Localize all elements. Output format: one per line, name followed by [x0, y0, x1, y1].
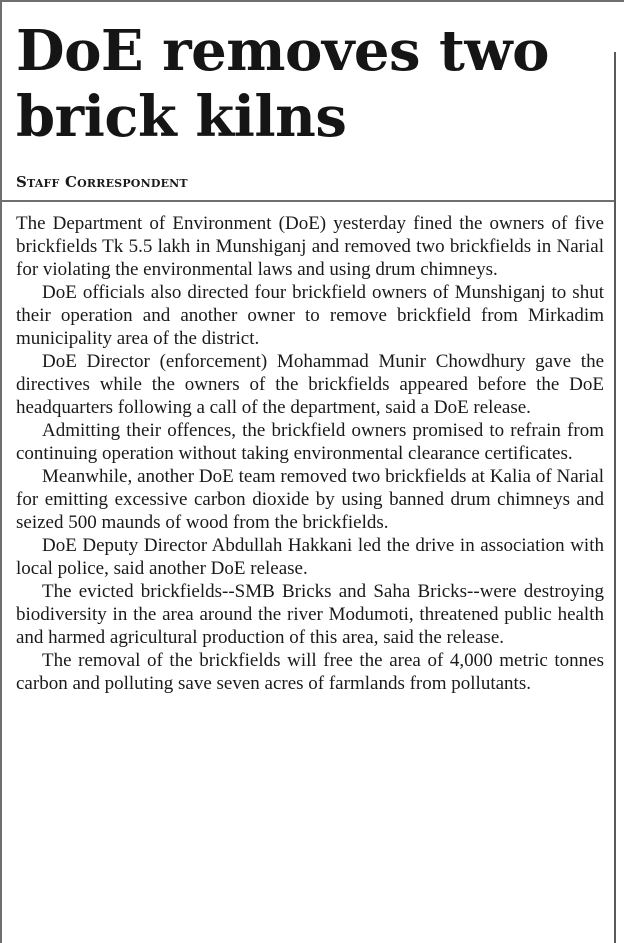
paragraph-2: DoE officials also directed four brickfield owners of Munshiganj to shut their operation and another owner to remove brickfield from Mirkadim municipality area of the district. [16, 282, 604, 349]
paragraph-7: The evicted brickfields--SMB Bricks and Saha Bricks--were destroying biodiversity in the area around the river Modumoti, threatened public health and harmed agricultural production of this area, said the release. [16, 581, 604, 648]
clipping-left-border [0, 0, 2, 943]
paragraph-3: DoE Director (enforcement) Mohammad Munir Chowdhury gave the directives while the owners of the brickfields appeared before the DoE headquarters following a call of the department, said a DoE release. [16, 351, 604, 418]
byline-divider [0, 200, 614, 202]
article-body [16, 212, 604, 695]
paragraph-1: The Department of Environment (DoE) yesterday fined the owners of five brickfields Tk 5.5 lakh in Munshiganj and removed two brickfields in Narial for violating the environmental laws and using drum chimneys. [16, 213, 604, 280]
clipping-top-border [0, 0, 624, 2]
byline: Staff Correspondent [16, 173, 188, 191]
paragraph-4: Admitting their offences, the brickfield owners promised to refrain from continuing operation without taking environmental clearance certificates. [16, 420, 604, 464]
paragraph-6: DoE Deputy Director Abdullah Hakkani led the drive in association with local police, said another DoE release. [16, 535, 604, 579]
clipping-right-border [614, 52, 616, 943]
paragraph-8: The removal of the brickfields will free the area of 4,000 metric tonnes carbon and polluting save seven acres of farmlands from pollutants. [16, 650, 604, 694]
headline-line-2: brick kilns [16, 84, 347, 150]
paragraph-5: Meanwhile, another DoE team removed two brickfields at Kalia of Narial for emitting excessive carbon dioxide by using banned drum chimneys and seized 500 maunds of wood from the brickfields. [16, 466, 604, 533]
headline [16, 18, 606, 150]
headline-line-1: DoE removes two [16, 18, 549, 84]
